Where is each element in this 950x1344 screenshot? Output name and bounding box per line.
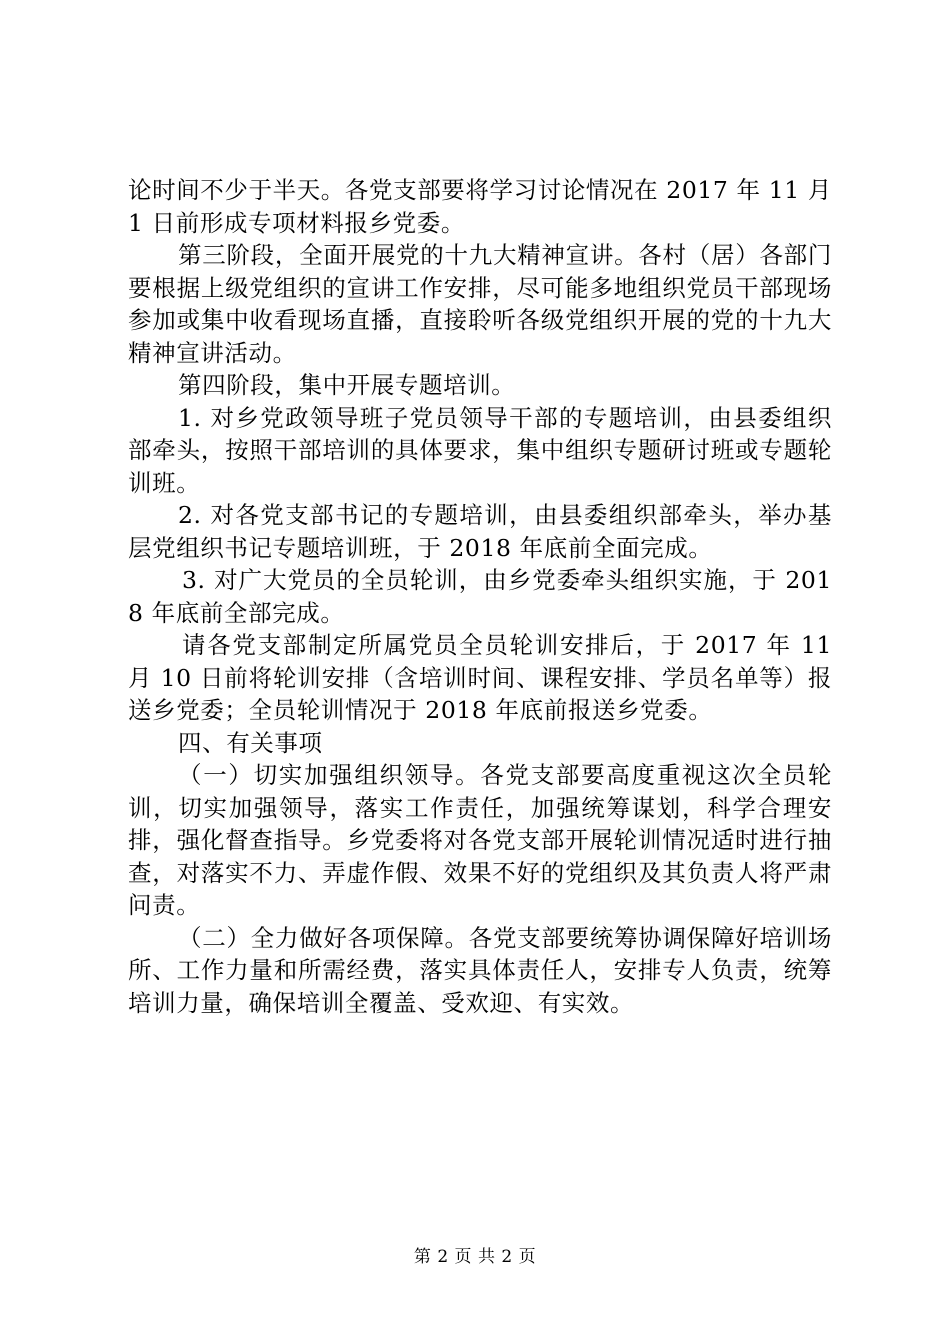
paragraph-matter-1: （一）切实加强组织领导。各党支部要高度重视这次全员轮训，切实加强领导，落实工作责任，加强统筹谋划，科学合理安排，强化督查指导。乡党委将对各党支部开展轮训情况适时进行抽查，对落实不力、弄虚作假、效果不好的党组织及其负责人将严肃问责。 (128, 761, 832, 919)
paragraph-stage-4: 第四阶段，集中开展专题培训。 (178, 371, 516, 399)
paragraph-request: 请各党支部制定所属党员全员轮训安排后，于 2017 年 11 月 10 日前将轮训安排（含培训时间、课程安排、学员名单等）报送乡党委；全员轮训情况于 2018 年底前报送乡党委。 (128, 631, 832, 724)
paragraph-matter-2: （二）全力做好各项保障。各党支部要统筹协调保障好培训场所、工作力量和所需经费，落实具体责任人，安排专人负责，统筹培训力量，确保培训全覆盖、受欢迎、有实效。 (128, 923, 832, 1017)
paragraph-stage-3: 第三阶段，全面开展党的十九大精神宣讲。各村（居）各部门要根据上级党组织的宣讲工作安排，尽可能多地组织党员干部现场参加或集中收看现场直播，直接聆听各级党组织开展的党的十九大精神宣讲活动。 (128, 241, 832, 367)
paragraph-1: 论时间不少于半天。各党支部要将学习讨论情况在 2017 年 11 月 1 日前形成专项材料报乡党委。 (128, 176, 832, 237)
paragraph-item-1: 1. 对乡党政领导班子党员领导干部的专题培训，由县委组织部牵头，按照干部培训的具体要求，集中组织专题研讨班或专题轮训班。 (128, 403, 832, 497)
section-heading-4: 四、有关事项 (178, 728, 323, 757)
paragraph-item-3: 3. 对广大党员的全员轮训，由乡党委牵头组织实施，于 2018 年底前全部完成。 (128, 566, 832, 627)
page-number-footer: 第 2 页 共 2 页 (413, 1247, 537, 1267)
document-body (128, 174, 832, 1019)
paragraph-item-2: 2. 对各党支部书记的专题培训，由县委组织部牵头，举办基层党组织书记专题培训班，于 2018 年底前全面完成。 (128, 501, 832, 562)
